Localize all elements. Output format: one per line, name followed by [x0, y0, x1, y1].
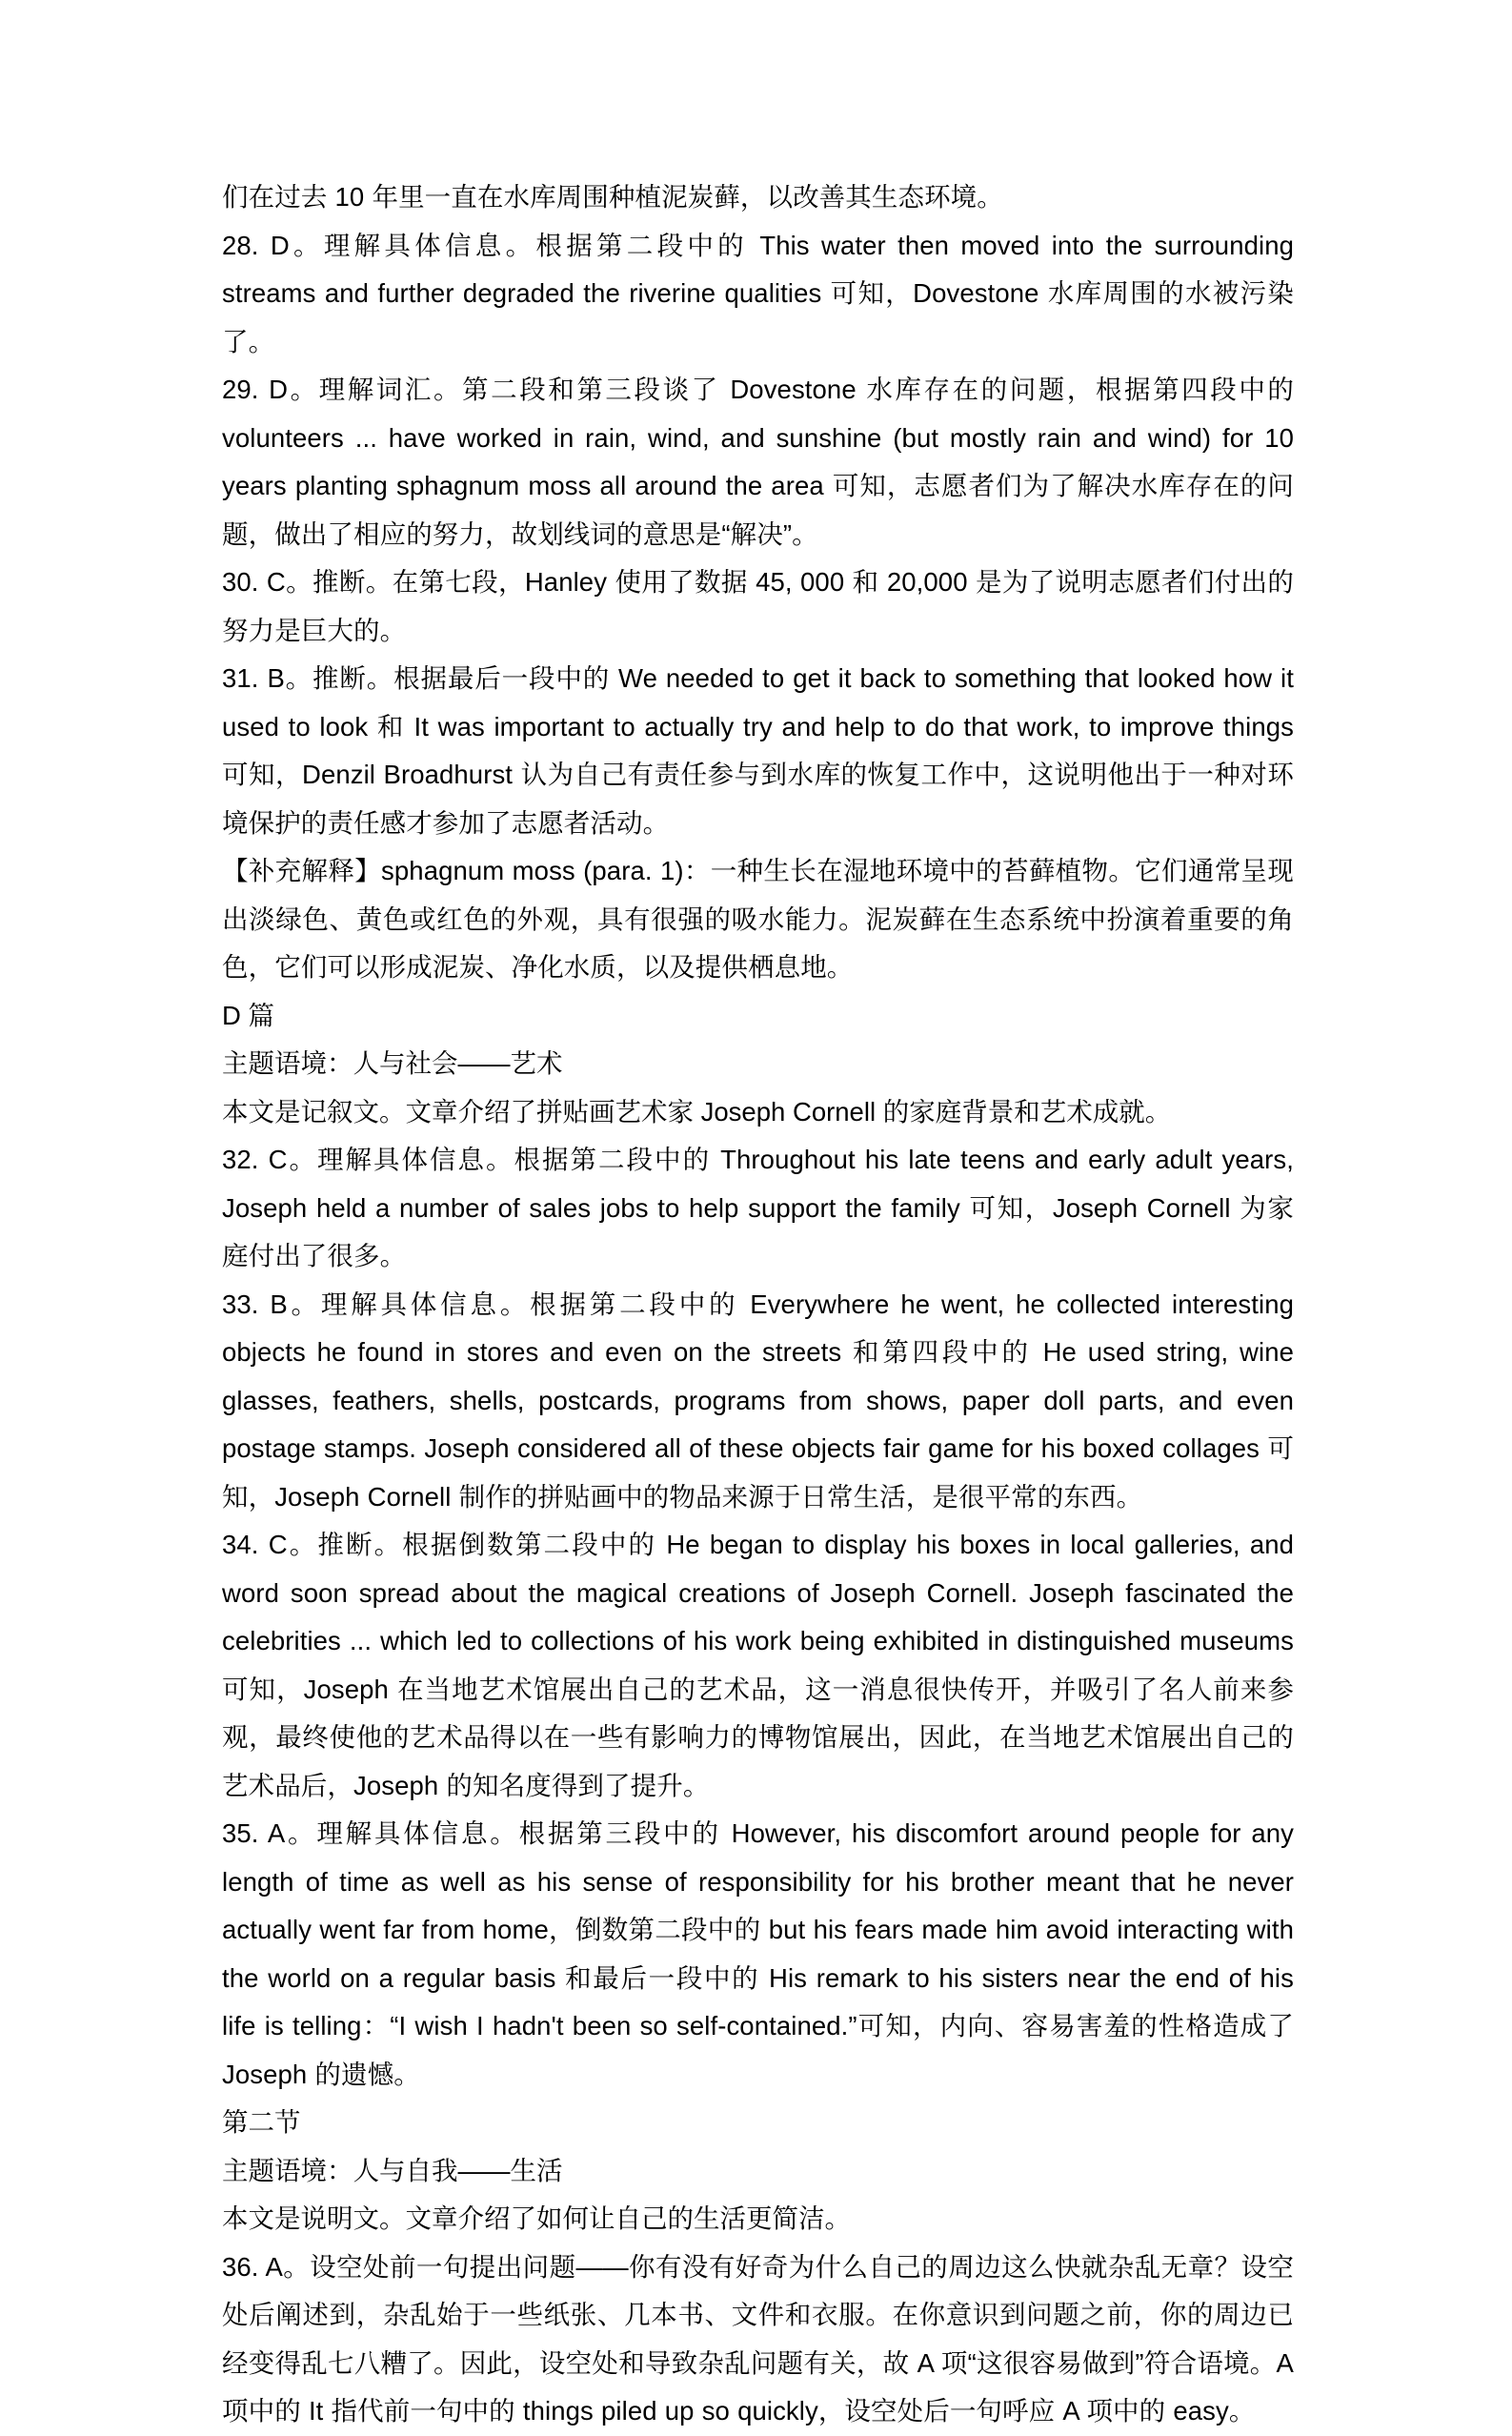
heading-section-two: 第二节 — [222, 2107, 301, 2137]
paragraph-item-35: 35. A。理解具体信息。根据第三段中的 However, his discomfort around people for any length of time as well as his sense of responsibility for his brother meant that he never actually went far from home，倒数第二段中的 but his fears made him avoid interacting with the world on a regular basis 和最后一段中的 His remark to his sisters near the end of his life is telling：“I wish I hadn't been so self-contained.”可知，内向、容易害羞的性格造成了 Joseph 的遗憾。 — [222, 1818, 1294, 2089]
heading-section-d: D 篇 — [222, 1000, 274, 1030]
theme-line-d: 主题语境：人与社会——艺术 — [222, 1048, 563, 1078]
paragraph-item-36: 36. A。设空处前一句提出问题——你有没有好奇为什么自己的周边这么快就杂乱无章？设空处后阐述到，杂乱始于一些纸张、几本书、文件和衣服。在你意识到问题之前，你的周边已经变得乱七八糟了。因此，设空处和导致杂乱问题有关，故 A 项“这很容易做到”符合语境。A 项中的 It 指代前一句中的 things piled up so quickly，设空处后一句呼应 A 项中的 easy。 — [222, 2251, 1294, 2426]
paragraph-item-31: 31. B。推断。根据最后一段中的 We needed to get it back to something that looked how it used to look 和 It was important to actually try and help to do that work, to improve things 可知，Denzil Broadhurst 认为自己有责任参与到水库的恢复工作中，这说明他出于一种对环境保护的责任感才参加了志愿者活动。 — [222, 663, 1294, 838]
paragraph-item-28: 28. D。理解具体信息。根据第二段中的 This water then moved into the surrounding streams and further degraded the riverine qualities 可知，Dovestone 水库周围的水被污染了。 — [222, 230, 1294, 356]
paragraph-supplementary-note: 【补充解释】sphagnum moss (para. 1)：一种生长在湿地环境中的苔藓植物。它们通常呈现出淡绿色、黄色或红色的外观，具有很强的吸水能力。泥炭藓在生态系统中扮演着重要的角色，它们可以形成泥炭、净化水质，以及提供栖息地。 — [222, 856, 1294, 982]
genre-line-d: 本文是记叙文。文章介绍了拼贴画艺术家 Joseph Cornell 的家庭背景和艺术成就。 — [222, 1096, 1172, 1127]
paragraph-item-29: 29. D。理解词汇。第二段和第三段谈了 Dovestone 水库存在的问题，根据第四段中的 volunteers ... have worked in rain, wind, and sunshine (but mostly rain and wind) for 10 years planting sphagnum moss all around the area 可知，志愿者们为了解决水库存在的问题，做出了相应的努力，故划线词的意思是“解决”。 — [222, 375, 1294, 549]
theme-line-two: 主题语境：人与自我——生活 — [222, 2155, 563, 2185]
page-content-column — [222, 173, 1294, 2436]
paragraph-item-33: 33. B。理解具体信息。根据第二段中的 Everywhere he went, he collected interesting objects he found in stores and even on the streets 和第四段中的 He used string, wine glasses, feathers, shells, postcards, programs from shows, paper doll parts, and even postage stamps. Joseph considered all of these objects fair game for his boxed collages 可知，Joseph Cornell 制作的拼贴画中的物品来源于日常生活，是很平常的东西。 — [222, 1289, 1294, 1512]
paragraph-item-32: 32. C。理解具体信息。根据第二段中的 Throughout his late teens and early adult years, Joseph held a number of sales jobs to help support the family 可知，Joseph Cornell 为家庭付出了很多。 — [222, 1145, 1294, 1270]
paragraph-item-34: 34. C。推断。根据倒数第二段中的 He began to display his boxes in local galleries, and word soon spread about the magical creations of Joseph Cornell. Joseph fascinated the celebrities ... which led to collections of his work being exhibited in distinguished museums 可知，Joseph 在当地艺术馆展出自己的艺术品，这一消息很快传开，并吸引了名人前来参观，最终使他的艺术品得以在一些有影响力的博物馆展出，因此，在当地艺术馆展出自己的艺术品后，Joseph 的知名度得到了提升。 — [222, 1530, 1294, 1800]
paragraph-item-30: 30. C。推断。在第七段，Hanley 使用了数据 45, 000 和 20,000 是为了说明志愿者们付出的努力是巨大的。 — [222, 567, 1294, 645]
paragraph-carryover-line: 们在过去 10 年里一直在水库周围种植泥炭藓，以改善其生态环境。 — [222, 182, 1003, 212]
genre-line-two: 本文是说明文。文章介绍了如何让自己的生活更简洁。 — [222, 2203, 851, 2233]
